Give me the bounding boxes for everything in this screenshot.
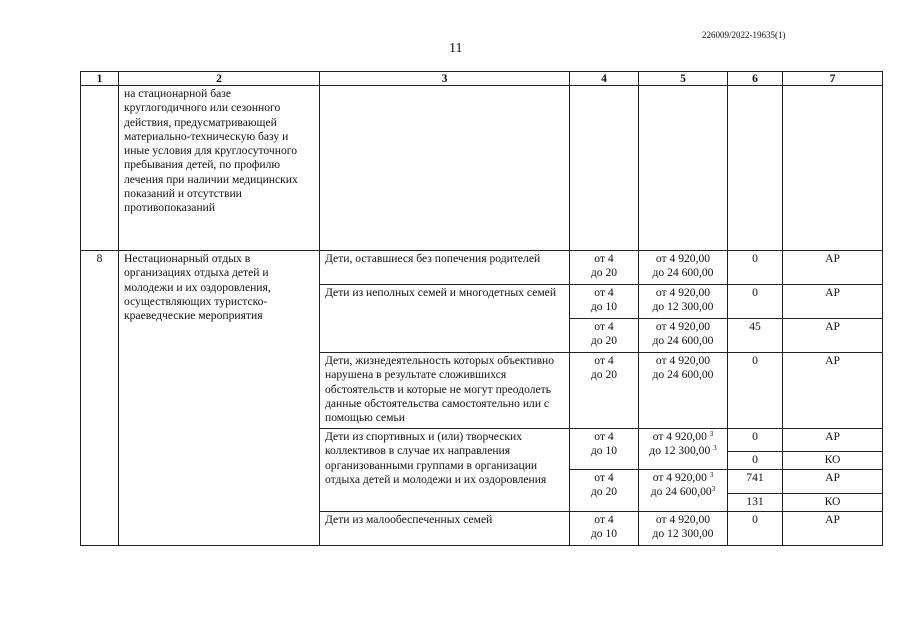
cost-cell: от 4 920,00 до 24 600,00 bbox=[639, 353, 728, 429]
code-cell: АР bbox=[783, 285, 883, 319]
code-cell: КО bbox=[783, 494, 883, 512]
code-cell: АР bbox=[783, 429, 883, 452]
column-header-2: 2 bbox=[119, 72, 320, 86]
footnote-mark: 3 bbox=[709, 471, 714, 479]
document-number: 226009/2022-19635(1) bbox=[702, 30, 786, 40]
column-header-5: 5 bbox=[639, 72, 728, 86]
column-number-row bbox=[81, 72, 883, 86]
column-header-1: 1 bbox=[81, 72, 119, 86]
cost-cell: от 4 920,00 до 24 600,00 bbox=[639, 251, 728, 285]
code-cell: АР bbox=[783, 470, 883, 494]
code-cell: АР bbox=[783, 251, 883, 285]
count-cell: 0 bbox=[728, 429, 783, 452]
cell-empty bbox=[81, 86, 119, 251]
count-cell: 0 bbox=[728, 512, 783, 546]
category-cell: Дети из спортивных и (или) творческих коллективов в случае их направления организованными группами в организации отдыха детей и молодежи и их оздоровления bbox=[320, 429, 570, 512]
age-cell: от 4 до 10 bbox=[570, 285, 639, 319]
footnote-mark: 3 bbox=[709, 430, 714, 438]
page-number: 11 bbox=[449, 41, 463, 56]
count-cell: 131 bbox=[728, 494, 783, 512]
category-cell: Дети, оставшиеся без попечения родителей bbox=[320, 251, 570, 285]
age-cell: от 4 до 20 bbox=[570, 319, 639, 353]
age-cell: от 4 до 20 bbox=[570, 353, 639, 429]
category-cell: Дети из неполных семей и многодетных семей bbox=[320, 285, 570, 353]
continuation-text: на стационарной базе круглогодичного или сезонного действия, предусматривающей материально-техническую базу и иные условия для круглосуточного пребывания детей, по профилю лечения при наличии медицинских показаний и отсутствии противопоказаний bbox=[119, 86, 320, 251]
continuation-row bbox=[81, 86, 883, 251]
cell-empty bbox=[783, 86, 883, 251]
category-cell: Дети, жизнедеятельность которых объективно нарушена в результате сложившихся обстоятельств и которые не могут преодолеть данные обстоятельства самостоятельно или с помощью семьи bbox=[320, 353, 570, 429]
category-cell: Дети из малообеспеченных семей bbox=[320, 512, 570, 546]
cost-cell: от 4 920,00 $^3$ до 12 300,00 $^3$ bbox=[639, 429, 728, 470]
cost-cell: от 4 920,00 до 12 300,00 bbox=[639, 285, 728, 319]
column-header-3: 3 bbox=[320, 72, 570, 86]
row-number: 8 bbox=[81, 251, 119, 546]
benefits-table bbox=[80, 71, 883, 546]
cost-cell: от 4 920,00 до 12 300,00 bbox=[639, 512, 728, 546]
service-name: Нестационарный отдых в организациях отдыха детей и молодежи и их оздоровления, осуществляющих туристско-краеведческие мероприятия bbox=[119, 251, 320, 546]
cell-empty bbox=[639, 86, 728, 251]
count-cell: 0 bbox=[728, 251, 783, 285]
column-header-7: 7 bbox=[783, 72, 883, 86]
cell-empty bbox=[728, 86, 783, 251]
cost-cell: от 4 920,00 до 24 600,00 bbox=[639, 319, 728, 353]
table-row bbox=[81, 251, 883, 285]
count-cell: 0 bbox=[728, 353, 783, 429]
count-cell: 45 bbox=[728, 319, 783, 353]
code-cell: АР bbox=[783, 512, 883, 546]
count-cell: 0 bbox=[728, 285, 783, 319]
cell-empty bbox=[570, 86, 639, 251]
age-cell: от 4 до 10 bbox=[570, 429, 639, 470]
age-cell: от 4 до 20 bbox=[570, 470, 639, 512]
age-cell: от 4 до 20 bbox=[570, 251, 639, 285]
count-cell: 741 bbox=[728, 470, 783, 494]
cell-empty bbox=[320, 86, 570, 251]
footnote-mark: 3 bbox=[711, 485, 716, 494]
code-cell: АР bbox=[783, 319, 883, 353]
column-header-6: 6 bbox=[728, 72, 783, 86]
age-cell: от 4 до 10 bbox=[570, 512, 639, 546]
code-cell: КО bbox=[783, 452, 883, 470]
count-cell: 0 bbox=[728, 452, 783, 470]
code-cell: АР bbox=[783, 353, 883, 429]
cost-cell: от 4 920,00 $^3$ до 24 600,00$^3$ bbox=[639, 470, 728, 512]
footnote-mark: 3 bbox=[713, 444, 717, 453]
column-header-4: 4 bbox=[570, 72, 639, 86]
